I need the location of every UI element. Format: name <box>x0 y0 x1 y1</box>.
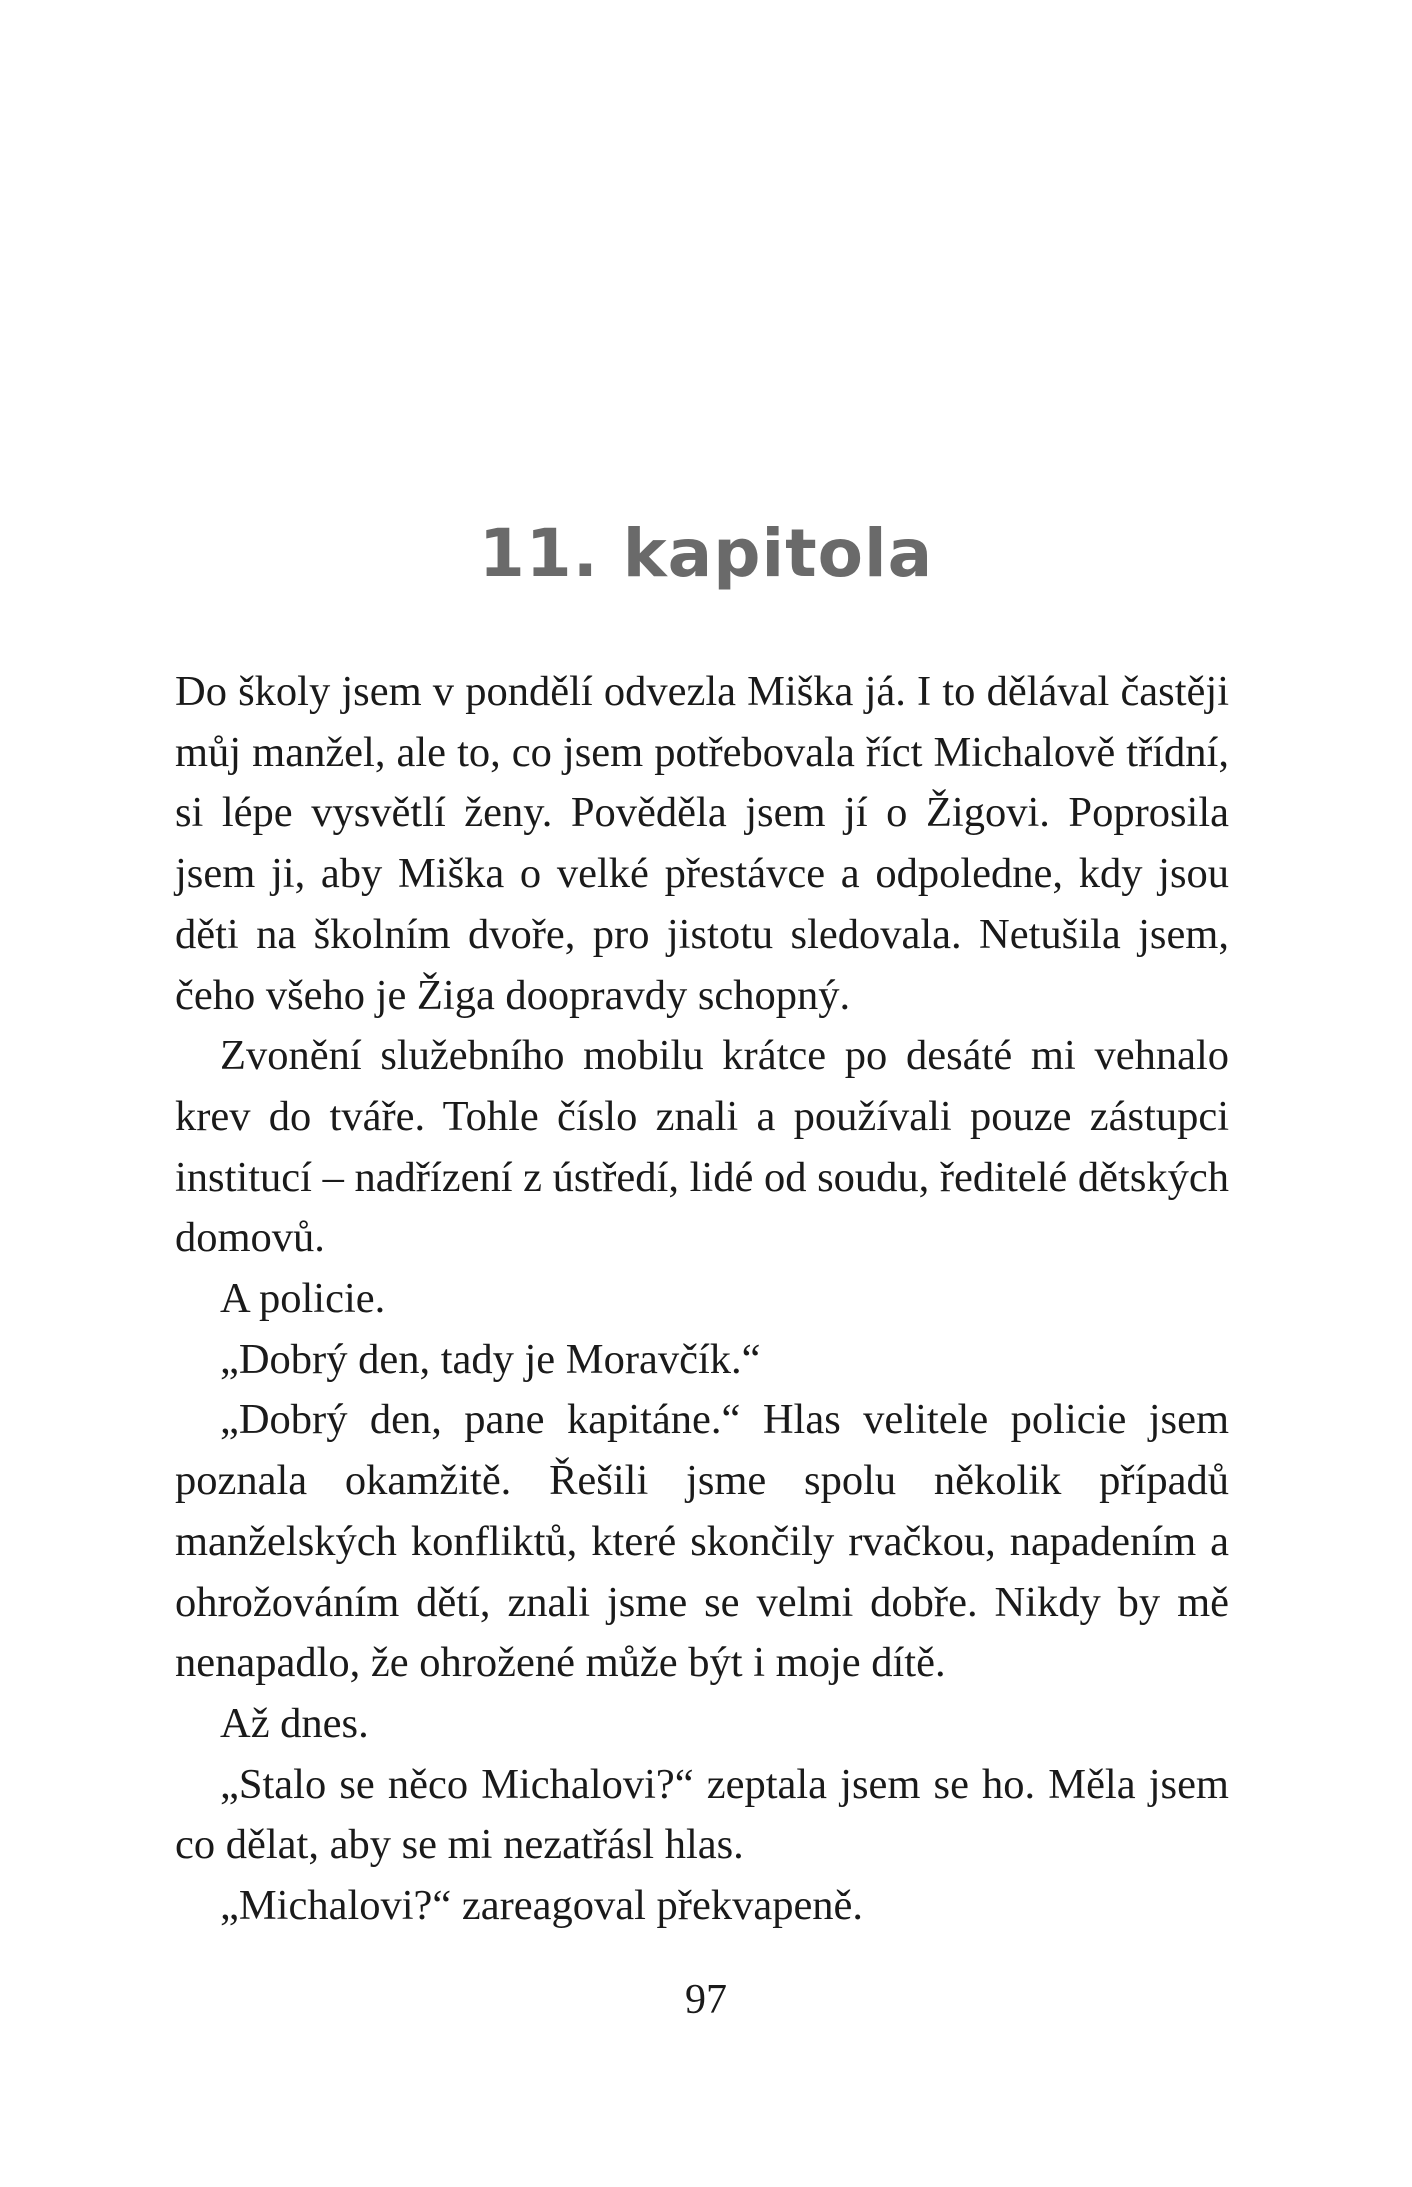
paragraph: „Michalovi?“ zareagoval překvapeně. <box>220 1882 864 1930</box>
paragraph: Do školy jsem v pondělí odvezla Miška já. I to dělával častěji můj manžel, ale to, co jsem potřebovala říct Michalově třídní, si lépe vysvětlí ženy. Pověděla jsem jí o Žigovi. Poprosila jsem ji, aby Miška o velké přestávce a odpoledne, kdy jsou děti na školním dvoře, pro jistotu sledovala. Netušila jsem, čeho všeho je Žiga doopravdy schopný. <box>175 668 1229 1019</box>
paragraph: „Dobrý den, tady je Moravčík.“ <box>220 1335 761 1383</box>
body-text <box>175 662 1229 1937</box>
page-number: 97 <box>685 1977 727 2023</box>
paragraph: „Stalo se něco Michalovi?“ zeptala jsem se ho. Měla jsem co dělat, aby se mi nezatřásl hlas. <box>175 1760 1229 1869</box>
chapter-title: 11. kapitola <box>478 515 934 593</box>
paragraph: „Dobrý den, pane kapitáne.“ Hlas velitele policie jsem poznala okamžitě. Řešili jsme spolu několik případů manželských konfliktů, které skončily rvačkou, napadením a ohrožováním dětí, znali jsme se velmi dobře. Nikdy by mě nenapadlo, že ohrožené může být i moje dítě. <box>175 1396 1229 1687</box>
paragraph: Zvonění služebního mobilu krátce po desáté mi vehnalo krev do tváře. Tohle číslo znali a používali pouze zástupci institucí – nadřízení z ústředí, lidé od soudu, ředitelé dětských domovů. <box>175 1032 1229 1262</box>
paragraph: Až dnes. <box>220 1699 369 1747</box>
paragraph: A policie. <box>220 1275 386 1323</box>
